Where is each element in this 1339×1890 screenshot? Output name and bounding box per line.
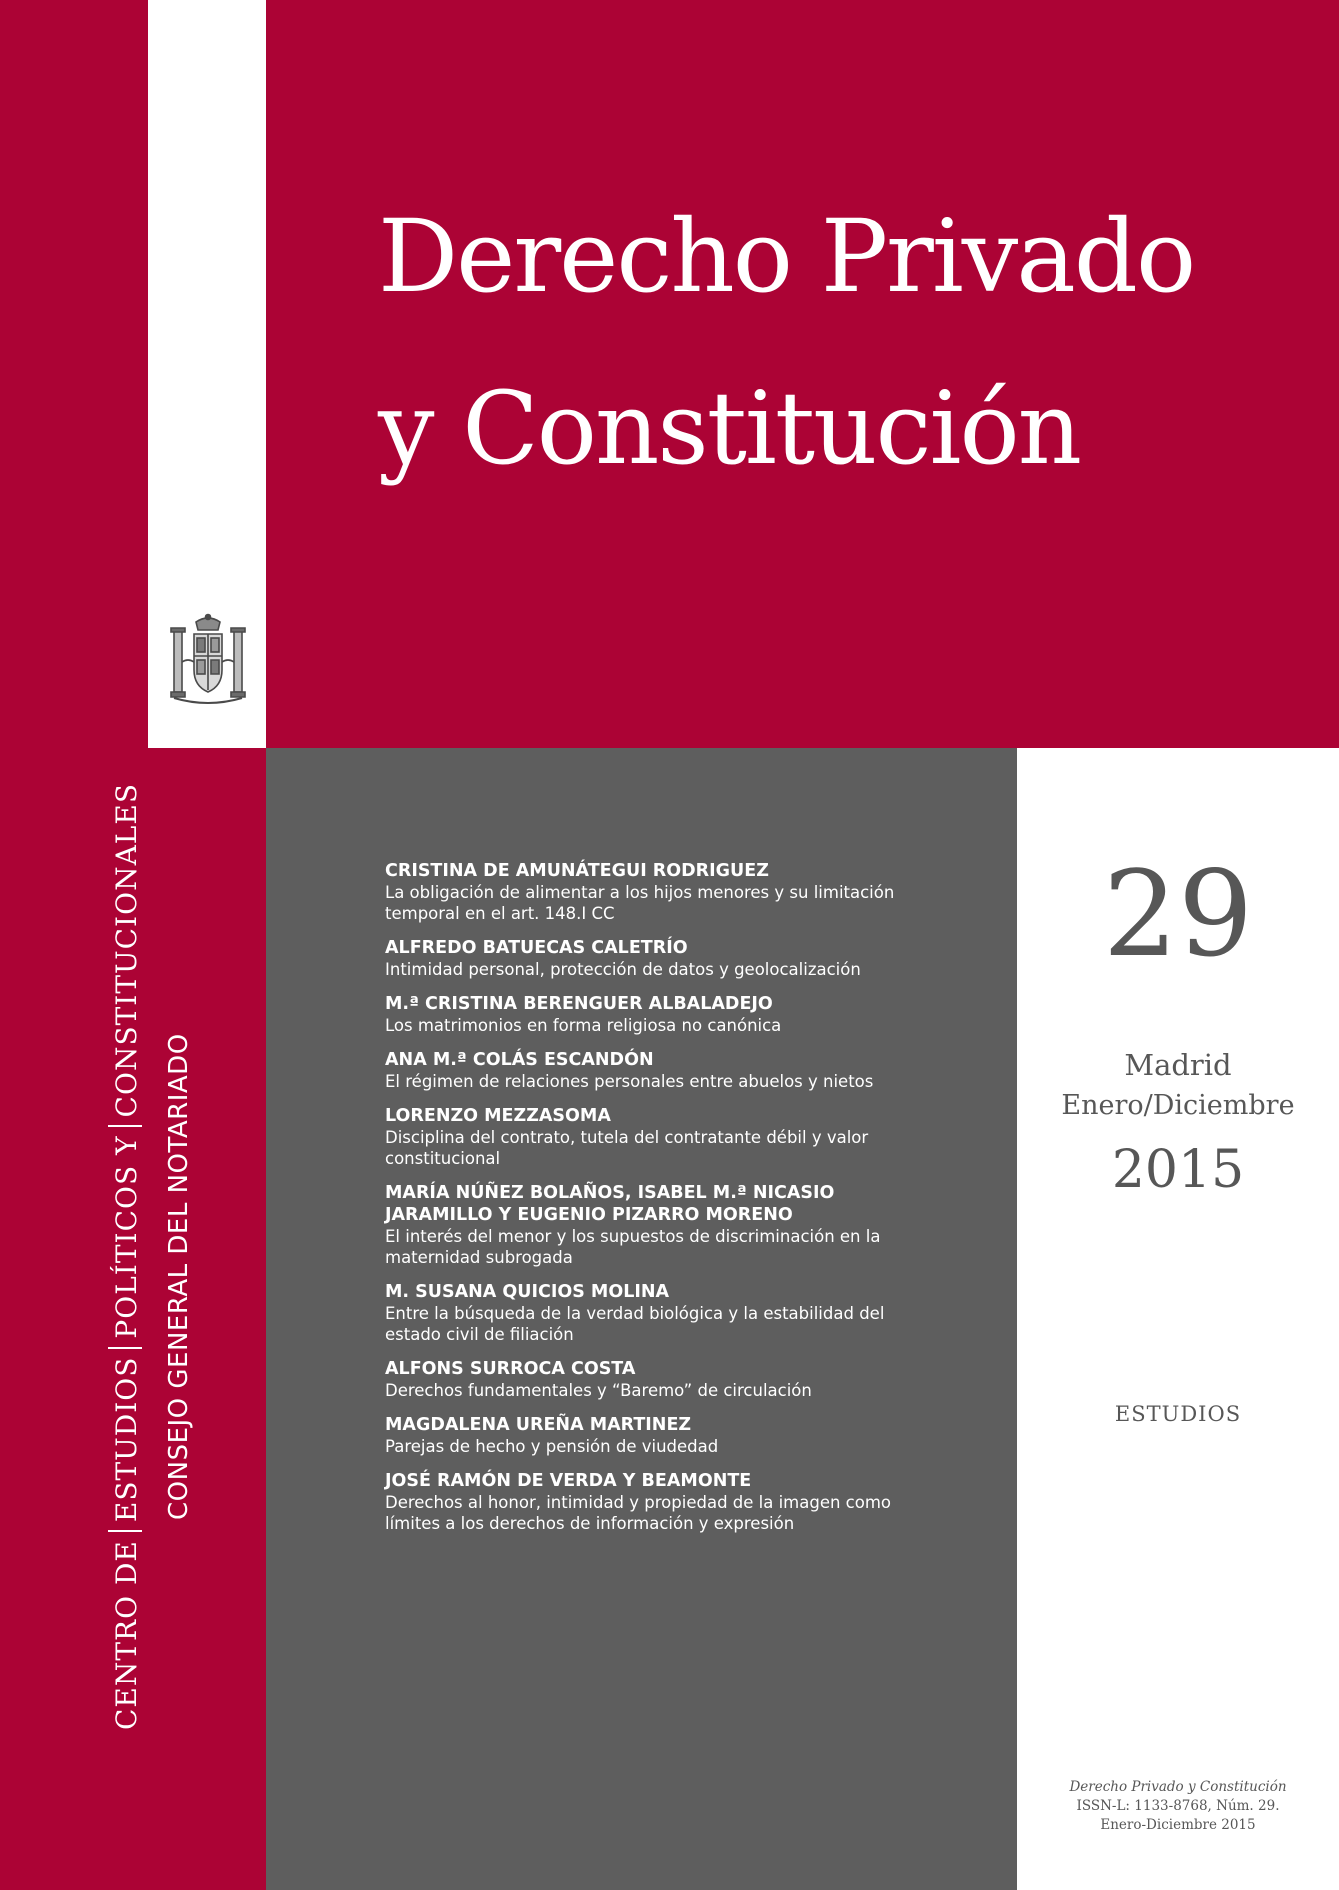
- toc-entry: [385, 993, 965, 1036]
- toc-entry: [385, 1049, 965, 1092]
- toc-entry: [385, 860, 965, 924]
- issue-city: Madrid: [1124, 1048, 1232, 1082]
- section-label: ESTUDIOS: [1114, 1402, 1242, 1426]
- publisher-separator: [108, 1530, 142, 1532]
- toc-article-title: El interés del menor y los supuestos de discriminación en la maternidad subrogada: [385, 1227, 881, 1267]
- toc-author: ANA M.ª COLÁS ESCANDÓN: [385, 1050, 654, 1070]
- publisher-part-1: CENTRO DE: [110, 1540, 143, 1730]
- toc-article-title: Los matrimonios en forma religiosa no canónica: [385, 1016, 782, 1035]
- toc-article-title: La obligación de alimentar a los hijos menores y su limitación temporal en el art. 148.I CC: [385, 883, 895, 923]
- issue-period: Enero/Diciembre: [1061, 1090, 1295, 1121]
- journal-title-line1: Derecho Privado: [378, 198, 1195, 315]
- publisher-separator: [108, 1347, 142, 1349]
- publisher-line2: CONSEJO GENERAL DEL NOTARIADO: [164, 1033, 194, 1520]
- toc-author: CRISTINA DE AMUNÁTEGUI RODRIGUEZ: [385, 861, 769, 881]
- toc-entry: [385, 1105, 965, 1169]
- toc-entry: [385, 937, 965, 980]
- publisher-separator: [108, 1125, 142, 1127]
- footer-dates: Enero-Diciembre 2015: [1100, 1817, 1256, 1833]
- toc-author: LORENZO MEZZASOMA: [385, 1106, 611, 1126]
- toc-article-title: El régimen de relaciones personales entre abuelos y nietos: [385, 1072, 874, 1091]
- toc-author: MAGDALENA UREÑA MARTINEZ: [385, 1415, 692, 1435]
- toc-author: M.ª CRISTINA BERENGUER ALBALADEJO: [385, 994, 773, 1014]
- toc-author: M. SUSANA QUICIOS MOLINA: [385, 1282, 670, 1302]
- toc-article-title: Entre la búsqueda de la verdad biológica y la estabilidad del estado civil de filiación: [385, 1304, 885, 1344]
- footer-journal-name: Derecho Privado y Constitución: [1069, 1779, 1287, 1795]
- issue-number: 29: [1102, 845, 1254, 983]
- toc-author: MARÍA NÚÑEZ BOLAÑOS, ISABEL M.ª NICASIO JARAMILLO Y EUGENIO PIZARRO MORENO: [385, 1183, 835, 1225]
- coat-of-arms-icon: [166, 612, 250, 708]
- toc-article-title: Derechos fundamentales y “Baremo” de circulación: [385, 1381, 812, 1400]
- publisher-part-3: POLÍTICOS Y: [110, 1135, 143, 1339]
- publisher-part-2: ESTUDIOS: [110, 1356, 143, 1523]
- toc-article-title: Derechos al honor, intimidad y propiedad de la imagen como límites a los derechos de información y expresión: [385, 1493, 892, 1533]
- publisher-part-4: CONSTITUCIONALES: [110, 782, 143, 1118]
- toc-author: JOSÉ RAMÓN DE VERDA Y BEAMONTE: [385, 1471, 752, 1491]
- toc-entry: [385, 1470, 965, 1534]
- journal-title-line2: y Constitución: [378, 370, 1081, 487]
- toc-entry: [385, 1182, 965, 1268]
- issue-year: 2015: [1111, 1140, 1245, 1200]
- footer-issn: ISSN-L: 1133-8768, Núm. 29.: [1076, 1798, 1280, 1814]
- footer-citation: [1017, 1778, 1339, 1835]
- toc-entry: [385, 1358, 965, 1401]
- publisher-vertical-credits: [108, 782, 248, 1730]
- toc-author: ALFREDO BATUECAS CALETRÍO: [385, 938, 688, 958]
- toc-entry: [385, 1281, 965, 1345]
- toc-article-title: Disciplina del contrato, tutela del contratante débil y valor constitucional: [385, 1128, 869, 1168]
- toc-article-title: Parejas de hecho y pensión de viudedad: [385, 1437, 719, 1456]
- toc-article-title: Intimidad personal, protección de datos y geolocalización: [385, 960, 861, 979]
- publisher-line1: [108, 782, 160, 1730]
- toc-author: ALFONS SURROCA COSTA: [385, 1359, 636, 1379]
- toc-entry: [385, 1414, 965, 1457]
- table-of-contents: [385, 860, 965, 1547]
